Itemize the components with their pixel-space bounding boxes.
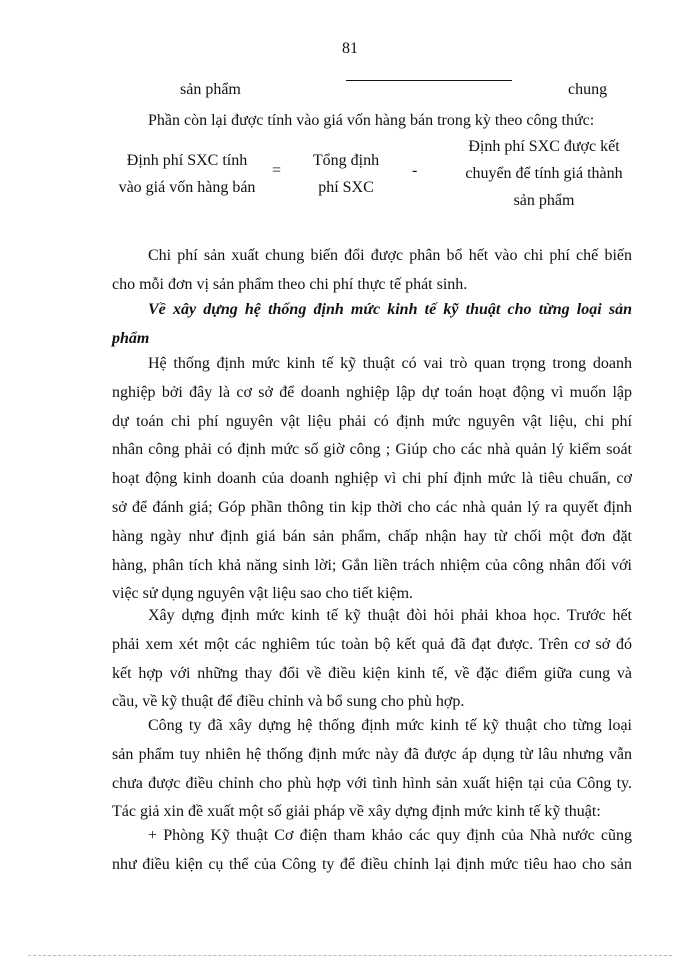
formula-left-term: [112, 147, 262, 201]
text-line: dự toán chi phí nguyên vật liệu phải có định mức nguyên vật liệu, chi phí: [112, 412, 632, 430]
text-line: nghiệp bởi đây là cơ sở để doanh nghiệp lập dự toán hoạt động vì muốn lập: [112, 383, 632, 401]
text-line: Xây dựng định mức kinh tế kỹ thuật đòi hỏi phải khoa học. Trước hết: [148, 607, 632, 624]
text-line: cho mỗi đơn vị sản phẩm theo chi phí thực tế phát sinh.: [112, 275, 468, 293]
heading-line: Về xây dựng hệ thống định mức kinh tế kỹ thuật cho từng loại sản: [148, 301, 632, 318]
fraction-rule: [346, 80, 512, 81]
text-line: + Phòng Kỹ thuật Cơ điện tham khảo các quy định của Nhà nước cũng: [148, 827, 632, 844]
formula-intro: Phần còn lại được tính vào giá vốn hàng bán trong kỳ theo công thức:: [148, 112, 595, 129]
paragraph-proposal-1: [112, 822, 632, 880]
text-line: hàng ngày như định giá bán sản phẩm, chấp nhận hay từ chối một đơn đặt: [112, 527, 632, 545]
heading-line: phẩm: [112, 329, 150, 347]
formula-left-line: vào giá vốn hàng bán: [118, 179, 256, 196]
page-bottom-border: [28, 955, 672, 956]
text-line: phải xem xét một các nghiêm túc toàn bộ kết quả đã đạt được. Trên cơ sở đó: [112, 635, 632, 653]
text-line: nhân công phải có định mức số giờ công ; Giúp cho các nhà quản lý kiểm soát: [112, 441, 632, 459]
text-line: việc sử dụng nguyên vật liệu sao cho tiết kiệm.: [112, 585, 414, 603]
text-line: Công ty đã xây dựng hệ thống định mức kinh tế kỹ thuật cho từng loại: [148, 717, 632, 734]
formula-right-line: Định phí SXC được kết: [468, 138, 620, 155]
paragraph-norm-building: [112, 602, 632, 717]
formula-minus: -: [412, 162, 418, 179]
text-line: Chi phí sản xuất chung biến đổi được phân bổ hết vào chi phí chế biến: [148, 247, 632, 264]
top-right-fragment: chung: [568, 81, 608, 98]
text-line: chưa được điều chỉnh cho phù hợp với tình hình sản xuất hiện tại của Công ty.: [112, 774, 632, 792]
text-line: hàng, phân tích khả năng sinh lời; Gắn liền trách nhiệm của công nhân đối với: [112, 556, 632, 574]
formula-middle-line: phí SXC: [318, 179, 374, 196]
text-line: sở để đánh giá; Góp phần thông tin kịp thời cho các nhà quản lý ra quyết định: [112, 498, 632, 516]
top-left-fragment: sản phẩm: [180, 81, 241, 98]
text-line: hoạt động kinh doanh của doanh nghiệp vì chi phí định mức là tiêu chuẩn, cơ: [112, 470, 632, 488]
paragraph-company-norms: [112, 712, 632, 827]
section-heading: [112, 296, 632, 354]
text-line: sản phẩm tuy nhiên hệ thống định mức này đã được áp dụng từ lâu nhưng vẫn: [112, 745, 632, 763]
text-line: Hệ thống định mức kinh tế kỹ thuật có vai trò quan trọng trong doanh: [148, 355, 632, 372]
formula-right-line: chuyển để tính giá thành: [465, 165, 623, 182]
paragraph-variable-overhead: [112, 242, 632, 300]
formula-right-term: [444, 133, 644, 214]
formula-middle-term: [296, 147, 396, 201]
paragraph-norm-system-role: [112, 350, 632, 609]
formula-equals: =: [272, 162, 282, 179]
formula-middle-line: Tổng định: [312, 152, 380, 169]
text-line: Tác giả xin đề xuất một số giải pháp về xây dựng định mức kinh tế kỹ thuật:: [112, 803, 601, 821]
text-line: cầu, về kỹ thuật để điều chỉnh và bổ sung cho phù hợp.: [112, 693, 465, 711]
text-line: kết hợp với những thay đổi về điều kiện kinh tế, về đặc điểm giữa cung và: [112, 664, 632, 682]
formula-right-line: sản phẩm: [513, 192, 575, 209]
text-line: như điều kiện cụ thể của Công ty để điều chỉnh lại định mức tiêu hao cho sản: [112, 855, 632, 873]
page-number: 81: [342, 40, 358, 57]
formula-left-line: Định phí SXC tính: [126, 152, 248, 169]
